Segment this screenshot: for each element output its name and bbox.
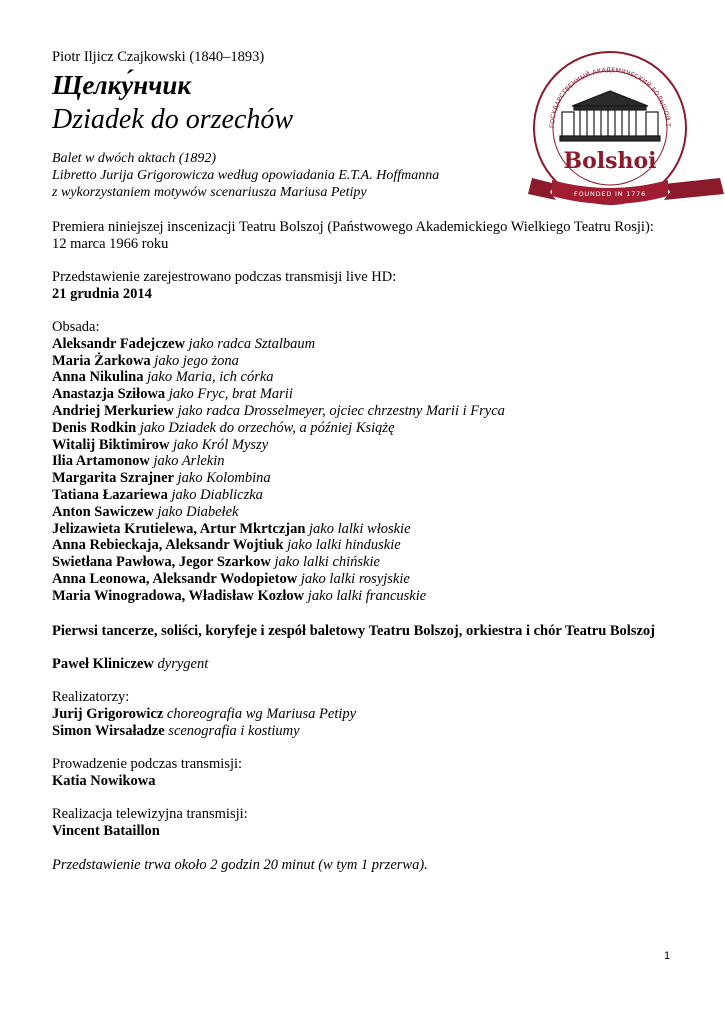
cast-member-name: Tatiana Łazariewa — [52, 486, 168, 503]
cast-member — [52, 537, 505, 554]
creator-role: scenografia i kostiumy — [168, 723, 300, 739]
cast-member-name: Ilia Artamonow — [52, 453, 150, 470]
cast-member-role: jako jego żona — [154, 352, 239, 369]
tv-block — [52, 806, 248, 840]
duration-note: Przedstawienie trwa około 2 godzin 20 minut (w tym 1 przerwa). — [52, 857, 428, 873]
cast-member — [52, 420, 505, 437]
cast-member-name: Jelizawieta Krutielewa, Artur Mkrtczjan — [52, 520, 306, 537]
ensemble-line: Pierwsi tancerze, soliści, koryfeje i zespół baletowy Teatru Bolszoj, orkiestra i chór Teatru Bolszoj — [52, 623, 655, 639]
premiere-date: 12 marca 1966 roku — [52, 236, 169, 252]
logo-ribbon-text: FOUNDED IN 1776 — [573, 190, 647, 198]
cast-block — [52, 319, 505, 605]
cast-member — [52, 403, 505, 420]
cast-member-role: jako lalki hinduskie — [287, 537, 401, 554]
cast-member — [52, 386, 505, 403]
host-name: Katia Nowikowa — [52, 773, 156, 789]
composer-line: Piotr Iljicz Czajkowski (1840–1893) — [52, 49, 265, 65]
cast-member — [52, 453, 505, 470]
cast-member-name: Anton Sawiczew — [52, 503, 154, 520]
cast-member-name: Anna Leonowa, Aleksandr Wodopietow — [52, 570, 298, 587]
cast-member-role: jako Fryc, brat Marii — [168, 386, 293, 403]
premiere-block — [52, 219, 654, 253]
conductor-role: dyrygent — [157, 656, 209, 672]
host-block — [52, 756, 242, 790]
cast-member-name: Anna Nikulina — [52, 369, 144, 386]
creator-line — [52, 706, 356, 723]
cast-member-name: Witalij Biktimirow — [52, 436, 170, 453]
tv-label: Realizacja telewizyjna transmisji: — [52, 806, 248, 822]
cast-member-role: jako lalki rosyjskie — [300, 570, 410, 587]
creator-name: Jurij Grigorowicz — [52, 706, 164, 722]
conductor-line — [52, 656, 208, 673]
recording-label: Przedstawienie zarejestrowano podczas transmisji live HD: — [52, 269, 397, 285]
tv-director-name: Vincent Bataillon — [52, 823, 160, 839]
cast-member-role: jako Dziadek do orzechów, a później Książę — [139, 419, 395, 436]
cast-member-name: Denis Rodkin — [52, 419, 137, 436]
info-line: Balet w dwóch aktach (1892) — [52, 151, 217, 166]
cast-member-role: jako Diabliczka — [171, 486, 263, 503]
recording-date: 21 grudnia 2014 — [52, 286, 152, 302]
cast-member-role: jako radca Drosselmeyer, ojciec chrzestny Marii i Fryca — [177, 402, 505, 419]
cast-member — [52, 437, 505, 454]
cast-member-role: jako Diabełek — [157, 503, 239, 520]
cast-member-name: Anna Rebieckaja, Aleksandr Wojtiuk — [52, 537, 284, 554]
cast-member — [52, 369, 505, 386]
creator-line — [52, 723, 356, 740]
ballet-info — [52, 150, 439, 201]
cast-member-role: jako Król Myszy — [173, 436, 269, 453]
creator-name: Simon Wirsaładze — [52, 723, 165, 739]
bolshoi-logo-graphic — [528, 50, 724, 210]
cast-member — [52, 554, 505, 571]
cast-member — [52, 336, 505, 353]
cast-member — [52, 588, 505, 605]
cast-member-role: jako lalki francuskie — [307, 587, 427, 604]
cast-member-name: Anastazja Sziłowa — [52, 386, 166, 403]
cast-member — [52, 504, 505, 521]
cast-member-role: jako Kolombina — [177, 470, 271, 487]
page-number: 1 — [664, 950, 671, 962]
logo-ring-text: ГОСУДАРСТВЕННЫЙ АКАДЕМИЧЕСКИЙ БОЛЬШОЙ Т — [548, 66, 672, 129]
title-russian: Щелку́нчик — [52, 70, 192, 100]
creator-role: choreografia wg Mariusa Petipy — [166, 706, 357, 722]
recording-block — [52, 269, 396, 303]
cast-member-name: Aleksandr Fadejczew — [52, 335, 186, 352]
cast-member-name: Andriej Merkuriew — [52, 402, 175, 419]
cast-member-role: jako Arlekin — [153, 453, 225, 470]
cast-member — [52, 470, 505, 487]
cast-member — [52, 353, 505, 370]
cast-member — [52, 571, 505, 588]
logo-wordmark: Bolshoi — [563, 148, 657, 174]
cast-member-name: Maria Żarkowa — [52, 352, 151, 369]
cast-member-name: Margarita Szrajner — [52, 470, 174, 487]
cast-member — [52, 487, 505, 504]
cast-member — [52, 521, 505, 538]
creators-block — [52, 689, 356, 740]
bolshoi-logo — [528, 50, 724, 210]
creators-label: Realizatorzy: — [52, 689, 130, 705]
cast-list — [52, 336, 505, 605]
host-label: Prowadzenie podczas transmisji: — [52, 756, 243, 772]
conductor-name: Paweł Kliniczew — [52, 656, 154, 672]
cast-member-name: Swietłana Pawłowa, Jegor Szarkow — [52, 554, 271, 571]
info-line: z wykorzystaniem motywów scenariusza Mariusa Petipy — [52, 185, 367, 200]
cast-member-role: jako radca Sztalbaum — [188, 335, 316, 352]
title-polish: Dziadek do orzechów — [52, 104, 294, 135]
cast-member-name: Maria Winogradowa, Władisław Kozłow — [52, 587, 305, 604]
cast-member-role: jako Maria, ich córka — [147, 369, 274, 386]
cast-member-role: jako lalki włoskie — [309, 520, 411, 537]
cast-member-role: jako lalki chińskie — [274, 554, 380, 571]
info-line: Libretto Jurija Grigorowicza według opowiadania E.T.A. Hoffmanna — [52, 168, 440, 183]
cast-label: Obsada: — [52, 319, 100, 335]
premiere-text: Premiera niniejszej inscenizacji Teatru Bolszoj (Państwowego Akademickiego Wielkiego Teatru Rosji): — [52, 219, 654, 235]
